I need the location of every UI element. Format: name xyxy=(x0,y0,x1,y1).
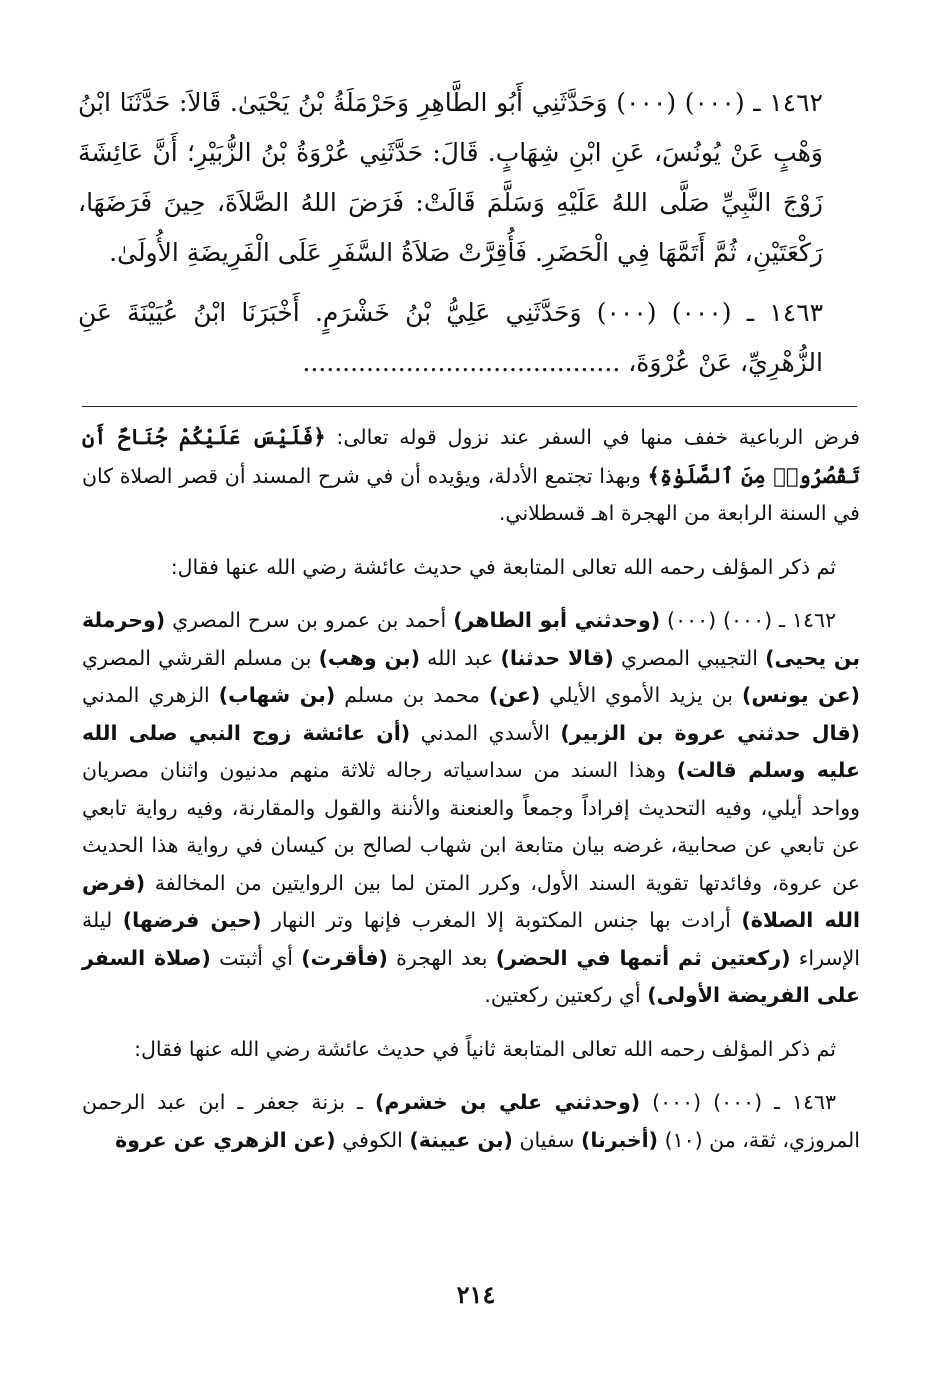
page-number: ٢١٤ xyxy=(456,1280,496,1309)
quran-verse: ﴿فَلَيْسَ عَلَيْكُمْ جُنَاحٌ أَن تَقْصُرُوا۟ مِنَ ٱلصَّلَوٰةِ﴾ xyxy=(82,424,861,488)
hadith-text-block xyxy=(78,78,823,398)
commentary-paragraph-4: ثم ذكر المؤلف رحمه الله تعالى المتابعة ثانياً في حديث عائشة رضي الله عنها فقال: xyxy=(134,1036,836,1061)
hadith-1463: ١٤٦٣ ـ (٠٠٠) (٠٠٠) وَحَدَّثَنِي عَلِيُّ بْنُ خَشْرَمٍ. أَخْبَرَنَا ابْنُ عُيَيْنَةَ عَنِ الزُّهْرِيِّ، عَنْ عُرْوَةَ، ........................................ xyxy=(78,298,823,377)
commentary-paragraph-1: فرض الرباعية خفف منها في السفر عند نزول قوله تعالى: ﴿فَلَيْسَ عَلَيْكُمْ جُنَاحٌ أَن تَقْصُرُوا۟ مِنَ ٱلصَّلَوٰةِ﴾ وبهذا تجتمع الأدلة، ويؤيده أن في شرح المسند أن قصر الصلاة كان في السنة الرابعة من الهجرة اهـ قسطلاني. xyxy=(82,424,861,525)
commentary-paragraph-2: ثم ذكر المؤلف رحمه الله تعالى المتابعة في حديث عائشة رضي الله عنها فقال: xyxy=(170,554,836,579)
hadith-1462: ١٤٦٢ ـ (٠٠٠) (٠٠٠) وَحَدَّثَنِي أَبُو الطَّاهِرِ وَحَرْمَلَةُ بْنُ يَحْيَىٰ. قَالاَ: حَدَّثَنَا ابْنُ وَهْبٍ عَنْ يُونُسَ، عَنِ ابْنِ شِهَابٍ. قَالَ: حَدَّثَنِي عُرْوَةُ بْنُ الزُّبَيْرِ؛ أَنَّ عَائِشَةَ زَوْجَ النَّبِيِّ صَلَّى اللهُ عَلَيْهِ وَسَلَّمَ قَالَتْ: فَرَضَ اللهُ الصَّلاَةَ، حِينَ فَرَضَهَا، رَكْعَتَيْنِ، ثُمَّ أَتَمَّهَا فِي الْحَضَرِ. فَأُقِرَّتْ صَلاَةُ السَّفَرِ عَلَى الْفَرِيضَةِ الأُولَىٰ. xyxy=(78,88,823,267)
commentary-paragraph-3: ١٤٦٢ ـ (٠٠٠) (٠٠٠) (وحدثني أبو الطاهر) أحمد بن عمرو بن سرح المصري (وحرملة بن يحيى) التجيبي المصري (قالا حدثنا) عبد الله (بن وهب) بن مسلم القرشي المصري (عن يونس) بن يزيد الأموي الأيلي (عن) محمد بن مسلم (بن شهاب) الزهري المدني (قال حدثني عروة بن الزبير) الأسدي المدني (أن عائشة زوج النبي صلى الله عليه وسلم قالت) وهذا السند من سداسياته رجاله ثلاثة منهم مدنيون واثنان مصريان وواحد أيلي، وفيه التحديث إفراداً وجمعاً والعنعنة والأننة والقول والمقارنة، وفيه رواية تابعي عن تابعي عن صحابية، غرضه بيان متابعة ابن شهاب لصالح بن كيسان في رواية هذا الحديث عن عروة، وفائدتها تقوية السند الأول، وكرر المتن لما بين الروايتين من المخالفة (فرض الله الصلاة) أرادت بها جنس المكتوبة إلا المغرب فإنها وتر النهار (حين فرضها) ليلة الإسراء (ركعتين ثم أتمها في الحضر) بعد الهجرة (فأقرت) أي أثبتت (صلاة السفر على الفريضة الأولى) أي ركعتين ركعتين. xyxy=(82,608,861,1007)
commentary-block xyxy=(82,418,860,1175)
footnote-divider xyxy=(82,406,857,407)
commentary-paragraph-5: ١٤٦٣ ـ (٠٠٠) (٠٠٠) (وحدثني علي بن خشرم) ـ بزنة جعفر ـ ابن عبد الرحمن المروزي، ثقة، من (١٠) (أخبرنا) سفيان (بن عيينة) الكوفي (عن الزهري عن عروة xyxy=(82,1090,860,1152)
